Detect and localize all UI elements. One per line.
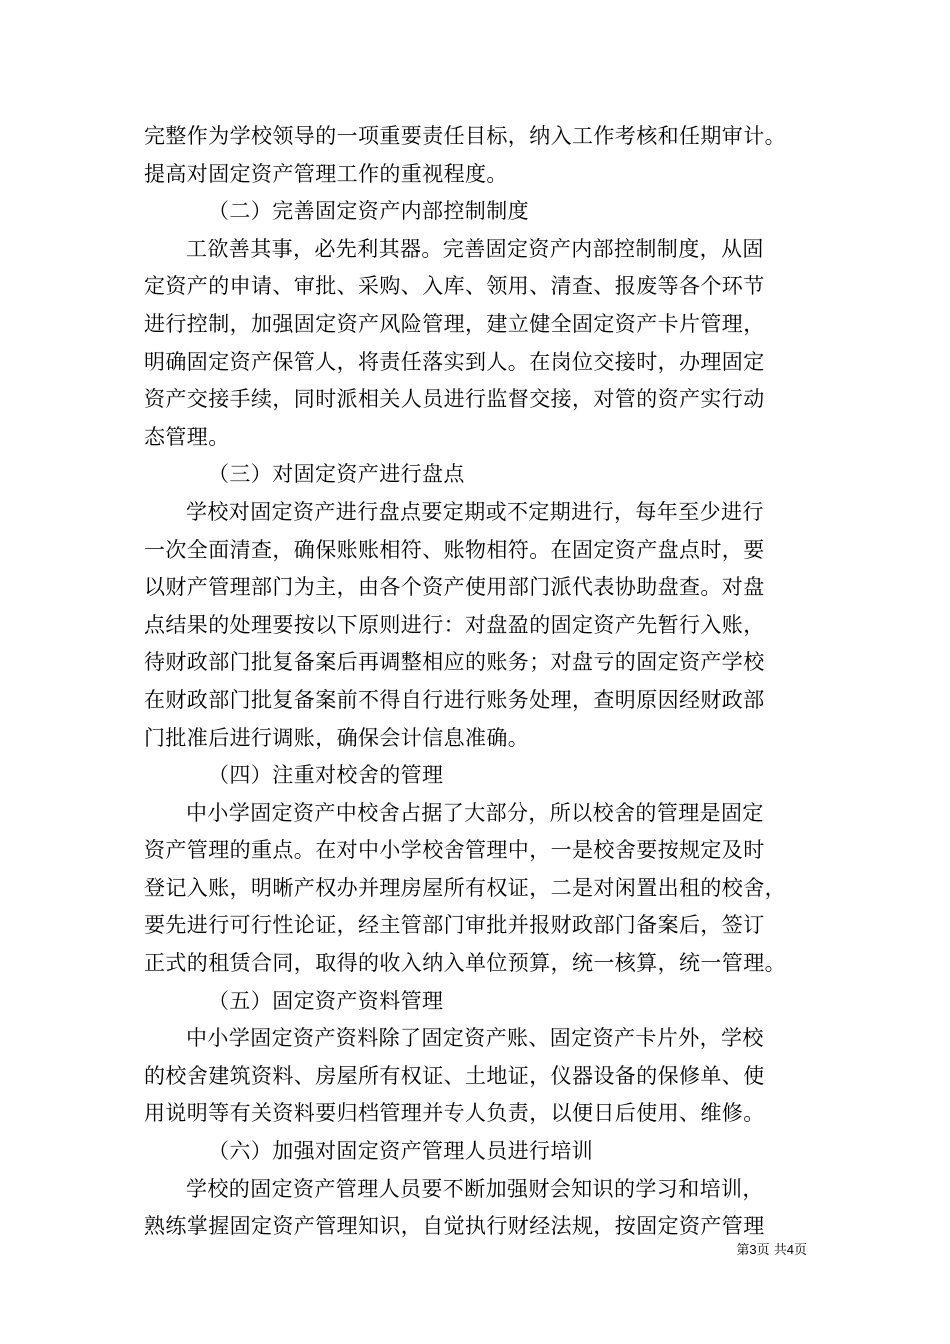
paragraph-line: 中小学固定资产中校舍占据了大部分，所以校舍的管理是固定 <box>186 800 764 825</box>
paragraph-line: 门批准后进行调账，确保会计信息准确。 <box>144 725 530 750</box>
paragraph-line: 学校对固定资产进行盘点要定期或不定期进行，每年至少进行 <box>186 499 764 524</box>
paragraph-line: 正式的租赁合同，取得的收入纳入单位预算，统一核算，统一管理。 <box>144 951 786 976</box>
paragraph-line: 资产管理的重点。在对中小学校舍管理中，一是校舍要按规定及时 <box>144 838 765 863</box>
paragraph-line: 中小学固定资产资料除了固定资产账、固定资产卡片外，学校 <box>186 1026 764 1051</box>
paragraph-line: 资产交接手续，同时派相关人员进行监督交接，对管的资产实行动 <box>144 387 765 412</box>
total-page-count: 4 <box>786 1242 794 1257</box>
paragraph-line: 明确固定资产保管人，将责任落实到人。在岗位交接时，办理固定 <box>144 349 765 374</box>
paragraph-line: 态管理。 <box>144 424 230 449</box>
paragraph-line: 的校舍建筑资料、房屋所有权证、土地证，仪器设备的保修单、使 <box>144 1063 765 1088</box>
paragraph-line: 工欲善其事，必先利其器。完善固定资产内部控制制度，从固 <box>186 236 764 261</box>
paragraph-line: 完整作为学校领导的一项重要责任目标，纳入工作考核和任期审计。 <box>144 124 786 148</box>
paragraph-line: 登记入账，明晰产权办并理房屋所有权证，二是对闲置出租的校舍， <box>144 875 786 900</box>
footer-middle: 页 共 <box>756 1243 787 1258</box>
body-text <box>144 118 824 1246</box>
paragraph-line: 一次全面清查，确保账账相符、账物相符。在固定资产盘点时，要 <box>144 537 765 562</box>
footer-suffix: 页 <box>793 1243 807 1258</box>
section-heading: （三）对固定资产进行盘点 <box>208 462 465 487</box>
paragraph-line: 待财政部门批复备案后再调整相应的账务；对盘亏的固定资产学校 <box>144 650 765 675</box>
section-heading: （五）固定资产资料管理 <box>208 988 444 1013</box>
section-heading: （六）加强对固定资产管理人员进行培训 <box>208 1139 594 1164</box>
paragraph-line: 定资产的申请、审批、采购、入库、领用、清查、报废等各个环节 <box>144 274 765 299</box>
paragraph-line: 进行控制，加强固定资产风险管理，建立健全固定资产卡片管理， <box>144 311 765 336</box>
section-heading: （四）注重对校舍的管理 <box>208 763 444 788</box>
paragraph-line: 要先进行可行性论证，经主管部门审批并报财政部门备案后，签订 <box>144 913 765 938</box>
paragraph-line: 提高对固定资产管理工作的重视程度。 <box>144 161 508 186</box>
page-number-footer <box>736 1241 807 1260</box>
section-heading: （二）完善固定资产内部控制制度 <box>208 199 529 224</box>
paragraph-line: 熟练掌握固定资产管理知识，自觉执行财经法规，按固定资产管理 <box>144 1214 765 1239</box>
paragraph-line: 以财产管理部门为主，由各个资产使用部门派代表协助盘查。对盘 <box>144 575 765 600</box>
footer-prefix: 第 <box>736 1243 750 1258</box>
paragraph-line: 点结果的处理要按以下原则进行：对盘盈的固定资产先暂行入账， <box>144 612 765 637</box>
paragraph-line: 用说明等有关资料要归档管理并专人负责，以便日后使用、维修。 <box>144 1101 765 1126</box>
current-page-number: 3 <box>749 1242 757 1257</box>
paragraph-line: 学校的固定资产管理人员要不断加强财会知识的学习和培训， <box>186 1176 764 1201</box>
paragraph-line: 在财政部门批复备案前不得自行进行账务处理，查明原因经财政部 <box>144 687 765 712</box>
